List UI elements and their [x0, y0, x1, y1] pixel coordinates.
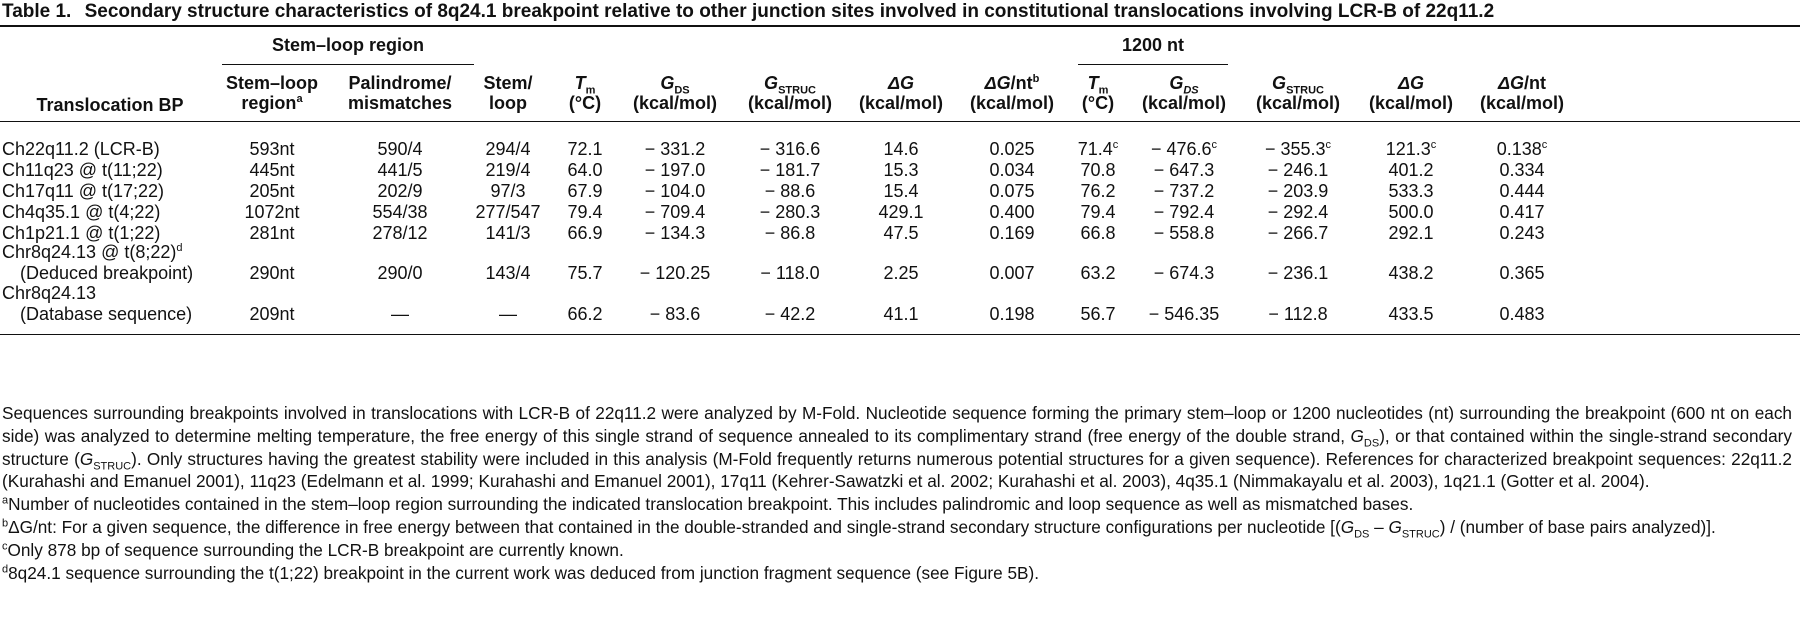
- cell-pm: 202/9: [377, 181, 423, 201]
- cell-gs: − 181.7: [759, 160, 821, 180]
- group-rule-stem-loop: [222, 64, 474, 65]
- cell-dg2: 292.1: [1388, 223, 1434, 243]
- cell-dgnt: 0.007: [989, 263, 1035, 283]
- cell-gds: − 709.4: [644, 202, 706, 222]
- cell-tm: 66.9: [567, 223, 603, 243]
- cell-dgnt2: 0.334: [1499, 160, 1545, 180]
- cell-dgnt: 0.075: [989, 181, 1035, 201]
- cell-dg2: 438.2: [1388, 263, 1434, 283]
- cell-gs: − 88.6: [764, 181, 816, 201]
- cell-dgnt2: 0.483: [1499, 304, 1545, 324]
- cell-gds: − 120.25: [639, 263, 711, 283]
- cell-bp: (Database sequence): [20, 304, 193, 324]
- caption-label: Table 1.: [2, 1, 72, 22]
- cell-gs2: − 236.1: [1267, 263, 1329, 283]
- cell-dgnt: 0.400: [989, 202, 1035, 222]
- caption-text: Secondary structure characteristics of 8q24.1 breakpoint relative to other junction sites involved in constitutional translocations involving LCR-B of 22q11.2: [84, 1, 1495, 22]
- cell-dgnt: 0.025: [989, 139, 1035, 159]
- cell-sl: 281nt: [249, 223, 295, 243]
- cell-sl: 593nt: [249, 139, 295, 159]
- cell-bp: Ch11q23 @ t(11;22): [2, 160, 163, 180]
- cell-dg2: 500.0: [1388, 202, 1434, 222]
- cell-bp: Ch22q11.2 (LCR-B): [2, 139, 160, 159]
- cell-dg: 15.3: [883, 160, 919, 180]
- cell-dgnt2: 0.138$^c$: [1496, 139, 1548, 159]
- cell-tm2: 66.8: [1080, 223, 1116, 243]
- cell-st: 143/4: [485, 263, 531, 283]
- cell-st: 141/3: [485, 223, 531, 243]
- cell-dg: 14.6: [883, 139, 919, 159]
- cell-pm: 441/5: [377, 160, 423, 180]
- cell-dgnt2: 0.417: [1499, 202, 1545, 222]
- cell-gs: − 118.0: [760, 263, 820, 283]
- note-b: $^b$ΔG/nt: For a given sequence, the difference in free energy between that contained in the double-stranded and single-strand secondary structure configurations per nucleotide [$(G_{DS} - G_{STRUC})$ / (number of base pairs analyzed)].: [2, 516, 1716, 541]
- cell-tm: 64.0: [567, 160, 603, 180]
- cell-tm2: 70.8: [1080, 160, 1116, 180]
- cell-bp: (Deduced breakpoint): [20, 263, 194, 283]
- col-gds-1200: $G_{DS}$ (kcal/mol): [1141, 73, 1227, 113]
- cell-dgnt2: 0.243: [1499, 223, 1545, 243]
- bottom-rule: [0, 334, 1800, 335]
- col-translocation-bp: Translocation BP: [36, 95, 184, 115]
- cell-gds2: − 558.8: [1153, 223, 1215, 243]
- cell-dg2: 433.5: [1388, 304, 1434, 324]
- header-rule: [0, 121, 1800, 122]
- cell-dg2: 401.2: [1388, 160, 1434, 180]
- cell-pm: 290/0: [377, 263, 423, 283]
- cell-tm: 66.2: [567, 304, 603, 324]
- cell-dgnt: 0.034: [989, 160, 1035, 180]
- cell-gds: − 104.0: [644, 181, 706, 201]
- cell-gs: − 86.8: [764, 223, 816, 243]
- cell-bp: Ch4q35.1 @ t(4;22): [2, 202, 161, 222]
- col-tm: $T_m$ (°C): [568, 73, 602, 113]
- cell-st: 219/4: [485, 160, 531, 180]
- col-gds: $G_{DS}$ (kcal/mol): [632, 73, 718, 113]
- cell-tm2: 79.4: [1080, 202, 1116, 222]
- cell-dg2: 533.3: [1388, 181, 1434, 201]
- cell-dgnt: 0.169: [989, 223, 1035, 243]
- cell-tm: 67.9: [567, 181, 603, 201]
- cell-dgnt2: 0.444: [1499, 181, 1545, 201]
- cell-st: 97/3: [490, 181, 526, 201]
- cell-gds2: − 476.6$^c$: [1150, 139, 1218, 159]
- cell-sl: 209nt: [249, 304, 295, 324]
- cell-gs2: − 266.7: [1267, 223, 1329, 243]
- cell-dgnt: 0.198: [989, 304, 1035, 324]
- cell-bp: Ch17q11 @ t(17;22): [2, 181, 165, 201]
- cell-pm: —: [391, 304, 409, 324]
- cell-sl: 290nt: [249, 263, 295, 283]
- cell-gds: − 83.6: [649, 304, 701, 324]
- cell-dg: 429.1: [878, 202, 924, 222]
- cell-tm2: 56.7: [1080, 304, 1116, 324]
- cell-tm: 75.7: [567, 263, 603, 283]
- row-label-chr8-plain: Chr8q24.13: [2, 283, 97, 303]
- note-c: $^c$Only 878 bp of sequence surrounding the LCR-B breakpoint are currently known.: [2, 539, 624, 560]
- col-dg: ΔG (kcal/mol): [858, 73, 944, 113]
- col-dg-nt: $\Delta G/nt^b$ (kcal/mol): [969, 73, 1055, 113]
- cell-bp: Ch1p21.1 @ t(1;22): [2, 223, 161, 243]
- cell-tm2: 63.2: [1080, 263, 1116, 283]
- cell-pm: 554/38: [372, 202, 428, 222]
- cell-st: —: [499, 304, 517, 324]
- cell-gs: − 280.3: [759, 202, 821, 222]
- cell-dgnt2: 0.365: [1499, 263, 1545, 283]
- table-caption: [2, 1, 1494, 23]
- note-a: $^a$Number of nucleotides contained in the stem–loop region surrounding the indicated translocation breakpoint. This includes palindromic and loop sequence as well as mismatched bases.: [2, 494, 1414, 515]
- cell-gs: − 316.6: [759, 139, 821, 159]
- col-stem-loop-region: Stem–loop region$^a$: [225, 73, 318, 113]
- cell-dg: 47.5: [883, 223, 919, 243]
- cell-gds2: − 546.35: [1148, 304, 1220, 324]
- note-main: Sequences surrounding breakpoints involved in translocations with LCR-B of 22q11.2 were analyzed by M-Fold. Nucleotide sequence forming the primary stem–loop or 1200 nucleotides (nt) surrounding the breakpoint (600 nt on each side) was analyzed to determine melting temperature, the free energy of this single strand of sequence annealed to its complimentary strand (free energy of the double strand, $G_{DS}$), or that contained within the single-strand secondary structure $(G_{STRUC})$. Only structures having the greatest stability were included in this analysis (M-Fold frequently returns numerous potential structures for a given sequence). References for characterized breakpoint sequences: 22q11.2 (Kurahashi and Emanuel 2001), 11q23 (Edelmann et al. 1999; Kurahashi and Emanuel 2001), 17q11 (Kehrer-Sawatzki et al. 2002; Kurahashi et al. 2003), 4q35.1 (Nimmakayalu et al. 2003), 1q21.1 (Gotter et al. 2004).: [2, 403, 1792, 492]
- cell-sl: 1072nt: [244, 202, 300, 222]
- cell-gds: − 197.0: [644, 160, 706, 180]
- col-dg-nt-1200: ΔG/nt (kcal/mol): [1479, 73, 1565, 113]
- cell-tm: 72.1: [567, 139, 603, 159]
- top-rule: [0, 25, 1800, 27]
- col-gstruc: $G_{STRUC}$ (kcal/mol): [747, 73, 833, 113]
- cell-tm: 79.4: [567, 202, 603, 222]
- cell-pm: 278/12: [372, 223, 428, 243]
- table-notes: [2, 402, 1792, 584]
- cell-gs2: − 112.8: [1268, 304, 1328, 324]
- cell-gs2: − 355.3$^c$: [1264, 139, 1332, 159]
- cell-st: 294/4: [485, 139, 531, 159]
- cell-gs2: − 246.1: [1267, 160, 1329, 180]
- cell-sl: 205nt: [249, 181, 295, 201]
- note-d: $^d$8q24.1 sequence surrounding the t(1;22) breakpoint in the current work was deduced from junction fragment sequence (see Figure 5B).: [2, 562, 1040, 583]
- cell-pm: 590/4: [377, 139, 423, 159]
- cell-gds2: − 792.4: [1153, 202, 1215, 222]
- cell-gs: − 42.2: [764, 304, 816, 324]
- cell-dg2: 121.3$^c$: [1385, 139, 1437, 159]
- group-rule-1200nt: [1078, 64, 1228, 65]
- row-label-chr8-translocation: Chr8q24.13 @ t(8;22)$^d$: [2, 242, 183, 262]
- cell-dg: 15.4: [883, 181, 919, 201]
- cell-gs2: − 203.9: [1267, 181, 1329, 201]
- cell-sl: 445nt: [249, 160, 295, 180]
- cell-gds: − 134.3: [644, 223, 706, 243]
- group-header-stem-loop: Stem–loop region: [271, 35, 424, 55]
- col-dg-1200: ΔG (kcal/mol): [1368, 73, 1454, 113]
- col-palindrome: Palindrome/ mismatches: [347, 73, 453, 113]
- cell-gds: − 331.2: [644, 139, 706, 159]
- cell-gs2: − 292.4: [1267, 202, 1329, 222]
- col-tm-1200: $T_m$ (°C): [1081, 73, 1115, 113]
- cell-gds2: − 674.3: [1153, 263, 1215, 283]
- group-header-1200nt: 1200 nt: [1121, 35, 1185, 55]
- cell-dg: 2.25: [883, 263, 919, 283]
- cell-gds2: − 647.3: [1153, 160, 1215, 180]
- col-stem-loop: Stem/ loop: [483, 73, 533, 113]
- cell-tm2: 76.2: [1080, 181, 1116, 201]
- cell-gds2: − 737.2: [1153, 181, 1215, 201]
- cell-tm2: 71.4$^c$: [1077, 139, 1119, 159]
- cell-st: 277/547: [475, 202, 541, 222]
- cell-dg: 41.1: [883, 304, 919, 324]
- col-gstruc-1200: $G_{STRUC}$ (kcal/mol): [1255, 73, 1341, 113]
